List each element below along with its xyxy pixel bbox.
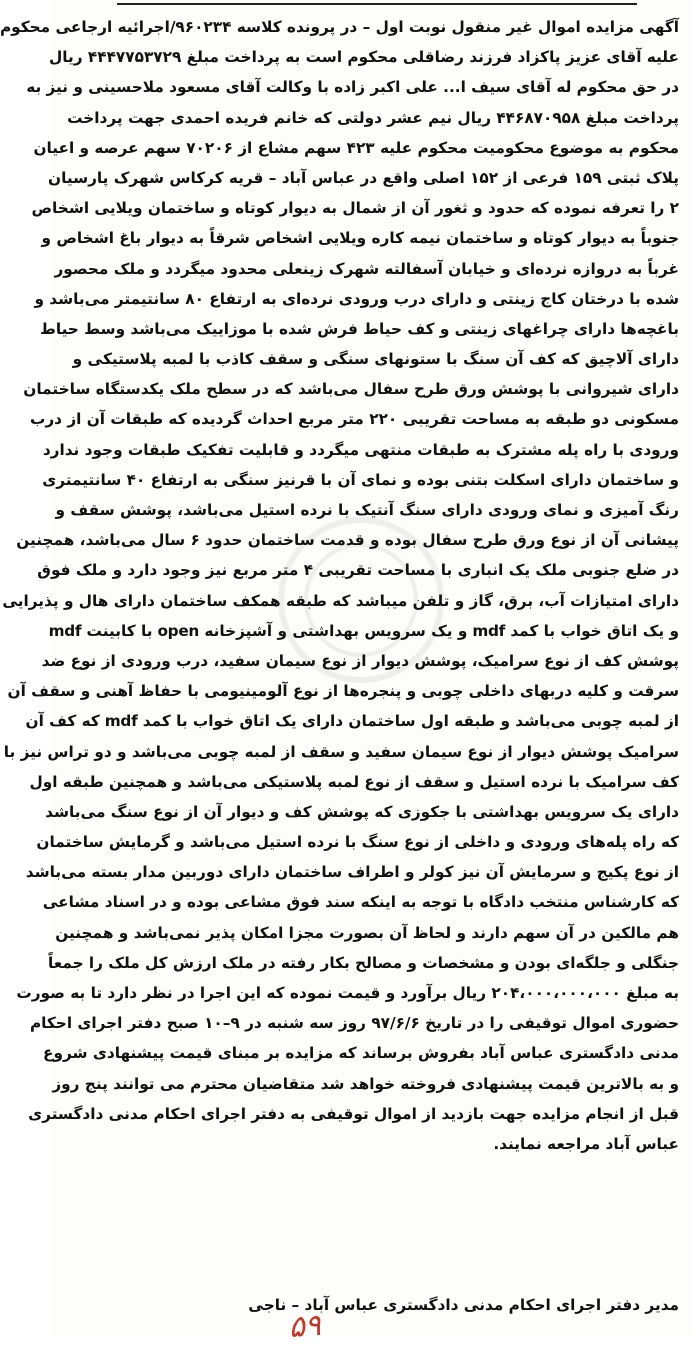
notice-line: مدنی دادگستری عباس آباد بفروش برساند که مزایده بر مبنای قیمت پیشنهادی شروع — [43, 1044, 679, 1063]
notice-line: به مبلغ ۲۰۴،۰۰۰،۰۰۰،۰۰۰ ریال برآورد و قیمت نموده که این اجرا در نظر دارد تا به صورت — [16, 984, 679, 1002]
notice-line: جنگلی و جلگه‌ای بودن و مشخصات و مصالح بکار رفته در ملک ارزش کل ملک را جمعاً — [47, 953, 679, 972]
notice-line: آگهی مزایده اموال غیر منقول نوبت اول – در پرونده کلاسه ۹۶۰۲۳۴/اجرائیه ارجاعی محکوم — [0, 18, 679, 36]
notice-line: باغچه‌ها دارای چراغهای زینتی و کف حیاط فرش شده با موزاییک می‌باشد وسط حیاط — [39, 319, 679, 338]
auction-notice — [0, 12, 679, 1159]
notice-line: و به بالاترین قیمت پیشنهادی فروخته خواهد شد متقاضیان محترم می توانند پنج روز — [52, 1074, 679, 1093]
notice-line: سرامیک پوشش دیوار از نوع سیمان سفید و سقف از لمبه چوبی می‌باشد و دو تراس نیز با — [3, 742, 679, 761]
notice-line: دارای شیروانی با پوشش ورق طرح سفال می‌باشد که در سطح ملک یکدستگاه ساختمان — [23, 380, 679, 399]
notice-line: که راه پله‌های ورودی و داخلی از نوع سنگ با نرده استیل می‌باشد و گرمایش ساختمان — [36, 833, 679, 852]
notice-line: عباس آباد مراجعه نمایند. — [493, 1134, 679, 1153]
notice-line: دارای آلاچیق که کف آن سنگ با ستونهای سنگی و سقف کاذب با لمبه پلاستیکی و — [72, 350, 679, 369]
notice-line: از لمبه چوبی می‌باشد و طبقه اول ساختمان دارای یک اتاق خواب با کمد mdf که کف آن — [25, 712, 679, 731]
notice-line: ۲ را تعرفه نموده که حدود و ثغور آن از شمال به دیوار کوتاه و ساختمان ویلایی اشخاص — [31, 199, 679, 218]
handwritten-number: ۵۹ — [287, 1307, 323, 1346]
top-divider — [117, 3, 637, 5]
notice-line: علیه آقای عزیز پاکزاد فرزند رضاقلی محکوم است به پرداخت مبلغ ۴۴۴۷۷۵۳۷۲۹ ریال — [49, 48, 679, 67]
notice-line: جنوباً به دیوار کوتاه و ساختمان نیمه کاره ویلایی اشخاص شرقاً به دیوار باغ اشخاص و — [41, 229, 679, 248]
notice-line: دارای یک سرویس بهداشتی با جکوزی که پوشش کف و دیوار آن از نوع سنگ می‌باشد — [45, 802, 679, 821]
notice-line: پوشش کف از نوع سرامیک، پوشش دیوار از نوع سیمان سفید، درب ورودی از نوع ضد — [41, 651, 679, 670]
notice-line: حضوری اموال توقیفی را در تاریخ ۹۷/۶/۶ روز سه شنبه در ۹–۱۰ صبح دفتر اجرای احکام — [29, 1014, 679, 1033]
notice-line: پرداخت مبلغ ۴۴۶۸۷۰۹۵۸ ریال نیم عشر دولتی که خانم فریده احمدی جهت پرداخت — [67, 108, 679, 127]
notice-line: دارای امتیازات آب، برق، گاز و تلفن میباشد که طبقه همکف ساختمان دارای هال و پذیرایی — [2, 591, 679, 610]
notice-line: غرباً به دروازه نرده‌ای و خیابان آسفالته شهرک زینعلی محدود میگردد و ملک محصور — [54, 259, 679, 278]
notice-line: سرقت و کلیه دربهای داخلی چوبی و پنجره‌ها از نوع آلومینیومی با حفاظ آهنی و سقف آن — [7, 682, 679, 701]
notice-line: از نوع پکیج و سرمایش آن نیز کولر و اطراف ساختمان دارای دوربین مدار بسته می‌باشد — [25, 863, 679, 882]
notice-line: و یک اتاق خواب با کمد mdf و یک سرویس بهداشتی و آشپزخانه open با کابینت mdf — [48, 621, 679, 640]
notice-line: شده با درختان کاج زینتی و دارای درب ورودی نرده‌ای به ارتفاع ۸۰ سانتیمتر می‌باشد و — [34, 289, 679, 308]
notice-line: پلاک ثبتی ۱۵۹ فرعی از ۱۵۲ اصلی واقع در عباس آباد – قریه کرکاس شهرک پارسیان — [48, 168, 679, 187]
notice-line: که کارشناس منتخب دادگاه با توجه به اینکه سند فوق مشاعی بوده و در اسناد مشاعی — [42, 893, 679, 912]
notice-line: ورودی با راه پله مشترک به طبقات منتهی میگردد و قابلیت تفکیک طبقات وجود ندارد — [42, 440, 679, 459]
notice-line: هم مالکین در آن سهم دارند و لحاظ آن بصورت مجزا امکان پذیر نمی‌باشد و همچنین — [55, 923, 679, 942]
notice-line: محکوم به موضوع محکومیت محکوم علیه ۴۲۳ سهم مشاع از ۷۰۲۰۶ سهم عرصه و اعیان — [33, 138, 679, 157]
notice-line: در حق محکوم له آقای سیف ا... علی اکبر زاده با وکالت آقای مسعود ملاحسینی و نیز به — [26, 78, 679, 97]
notice-line: پیشانی آن از نوع ورق طرح سفال بوده و قدمت ساختمان حدود ۶ سال می‌باشد، همچنین — [16, 531, 679, 550]
notice-line: در ضلع جنوبی ملک یک انباری با مساحت تقریبی ۴ متر مربع نیز وجود دارد و ملک فوق — [37, 561, 679, 580]
notice-line: مسکونی دو طبقه به مساحت تقریبی ۲۲۰ متر مربع احداث گردیده که طبقات آن از درب — [29, 410, 679, 429]
notice-line: کف سرامیک با نرده استیل و سقف از نوع لمبه پلاستیکی می‌باشد و همچنین طبقه اول — [29, 772, 679, 791]
notice-line: رنگ آمیزی و نمای ورودی دارای سنگ آنتیک با نرده استیل می‌باشد، پوشش سقف و — [55, 501, 679, 519]
signature-line: مدیر دفتر اجرای احکام مدنی دادگستری عباس آباد – ناجی — [248, 1296, 679, 1314]
notice-line: قبل از انجام مزایده جهت بازدید از اموال توقیفی به دفتر اجرای احکام مدنی دادگستری — [28, 1104, 679, 1123]
notice-line: و ساختمان دارای اسکلت بتنی بوده و نمای آن با قرنیز سنگی به ارتفاع ۴۰ سانتیمتری — [42, 470, 679, 489]
